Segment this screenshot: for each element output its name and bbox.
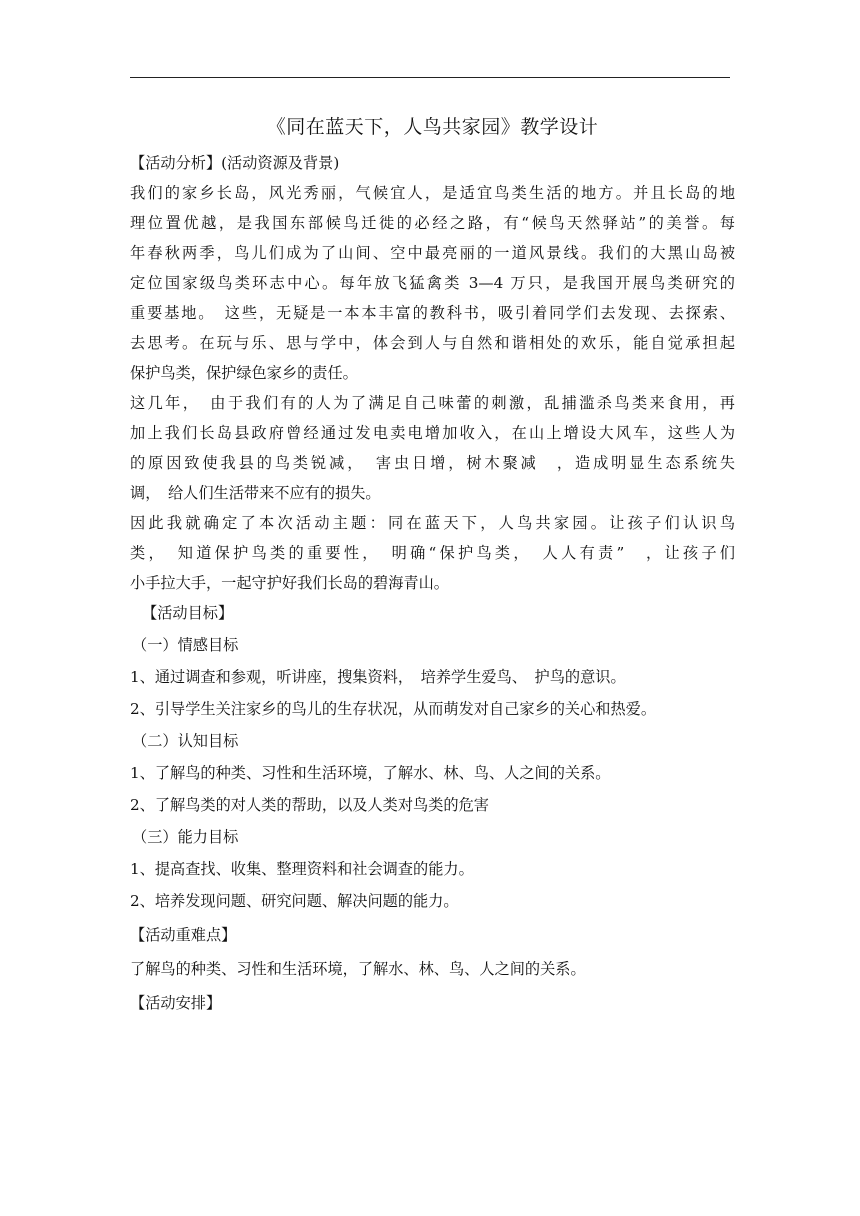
paragraph-line: 的原因致使我县的鸟类锐减， 害虫日增，树木聚减 ，造成明显生态系统失	[130, 454, 735, 472]
paragraph-line: 小手拉大手，一起守护好我们长岛的碧海青山。	[130, 574, 449, 592]
paragraph-line: 去思考。在玩与乐、思与学中，体会到人与自然和谐相处的欢乐，能自觉承担起	[130, 334, 735, 352]
paragraph-line: 保护鸟类，保护绿色家乡的责任。	[130, 364, 358, 382]
list-item: 2、培养发现问题、研究问题、解决问题的能力。	[130, 892, 459, 910]
subheading-cognitive-goals: （二）认知目标	[132, 732, 239, 750]
subheading-ability-goals: （三）能力目标	[132, 828, 239, 846]
paragraph-line: 重要基地。 这些，无疑是一本本丰富的教科书，吸引着同学们去发现、去探索、	[130, 304, 735, 322]
paragraph-line: 类， 知道保护鸟类的重要性， 明确“保护鸟类， 人人有责” ，让孩子们	[130, 544, 735, 562]
section-heading-goals: 【活动目标】	[142, 604, 234, 622]
paragraph-line: 理位置优越，是我国东部候鸟迁徙的必经之路，有“候鸟天然驿站”的美誉。每	[130, 214, 735, 232]
list-item: 2、引导学生关注家乡的鸟儿的生存状况，从而萌发对自己家乡的关心和热爱。	[130, 700, 657, 718]
paragraph-line: 加上我们长岛县政府曾经通过发电卖电增加收入，在山上增设大风车，这些人为	[130, 424, 735, 442]
subheading-emotional-goals: （一）情感目标	[132, 636, 239, 654]
paragraph-line: 定位国家级鸟类环志中心。每年放飞猛禽类 3—4 万只，是我国开展鸟类研究的	[130, 274, 735, 292]
document-body	[130, 112, 735, 1018]
list-item: 1、提高查找、收集、整理资料和社会调查的能力。	[130, 860, 474, 878]
list-item: 1、了解鸟的种类、习性和生活环境，了解水、林、鸟、人之间的关系。	[130, 764, 611, 782]
paragraph-line: 调， 给人们生活带来不应有的损失。	[130, 484, 381, 502]
section-heading-analysis: 【活动分析】(活动资源及背景)	[130, 154, 340, 172]
list-item: 2、了解鸟类的对人类的帮助，以及人类对鸟类的危害	[130, 796, 489, 814]
paragraph-line: 这几年， 由于我们有的人为了满足自己味蕾的刺激，乱捕滥杀鸟类来食用，再	[130, 394, 735, 412]
paragraph-line: 因此我就确定了本次活动主题：同在蓝天下，人鸟共家园。让孩子们认识鸟	[130, 514, 735, 532]
list-item: 1、通过调查和参观，听讲座，搜集资料， 培养学生爱鸟、 护鸟的意识。	[130, 668, 626, 686]
section-heading-arrangement: 【活动安排】	[130, 994, 222, 1012]
paragraph-line: 我们的家乡长岛，风光秀丽，气候宜人，是适宜鸟类生活的地方。并且长岛的地	[130, 184, 735, 202]
header-rule	[130, 77, 730, 78]
paragraph-line: 了解鸟的种类、习性和生活环境，了解水、林、鸟、人之间的关系。	[130, 960, 586, 978]
section-heading-key-points: 【活动重难点】	[130, 926, 237, 944]
document-title: 《同在蓝天下，人鸟共家园》教学设计	[266, 116, 599, 138]
paragraph-line: 年春秋两季，鸟儿们成为了山间、空中最亮丽的一道风景线。我们的大黑山岛被	[130, 244, 735, 262]
